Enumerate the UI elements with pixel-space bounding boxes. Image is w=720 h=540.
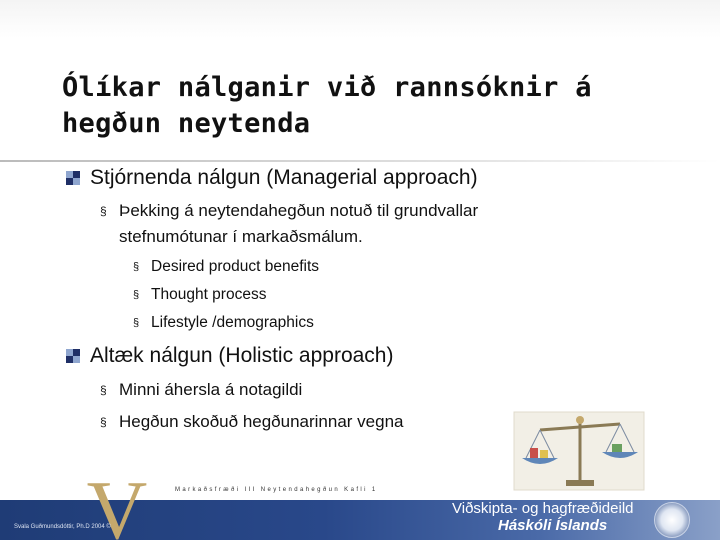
- checkered-square-icon: [66, 349, 80, 363]
- point-text: Minni áhersla á notagildi: [119, 380, 303, 399]
- checkered-square-icon: [66, 171, 80, 185]
- title-divider: [0, 160, 720, 162]
- footer-caption: Markaðsfræði III Neytendahegðun Kafli 1: [175, 487, 378, 493]
- bullet-marker: §: [100, 415, 107, 429]
- svg-text:V: V: [86, 476, 148, 540]
- bullet-marker: §: [100, 204, 107, 218]
- bullet-marker: §: [133, 289, 140, 301]
- bullet-marker: §: [133, 261, 140, 273]
- bullet-marker: §: [100, 383, 107, 397]
- bullet-marker: §: [133, 317, 140, 329]
- subpoint-text: Thought process: [151, 286, 267, 303]
- section-label: Altæk nálgun (Holistic approach): [90, 344, 394, 367]
- point-text: Hegðun skoðuð hegðunarinnar vegna: [119, 412, 404, 431]
- university-seal-icon: [654, 502, 690, 538]
- subpoint-text: Lifestyle /demographics: [151, 314, 314, 331]
- point-text: Þekking á neytendahegðun notuð til grundvallar stefnumótunar í markaðsmálum.: [119, 201, 479, 246]
- scales-of-justice-icon: [508, 408, 658, 498]
- subpoint-text: Desired product benefits: [151, 258, 320, 275]
- section-label: Stjórnenda nálgun (Managerial approach): [90, 166, 478, 189]
- department-name: Viðskipta- og hagfræðideild: [452, 500, 634, 517]
- top-band: [0, 0, 720, 38]
- university-name: Háskóli Íslands: [498, 517, 608, 534]
- logo-letter-v: [84, 476, 150, 540]
- slide-title: Ólíkar nálganir við rannsóknir á hegðun neytenda: [62, 72, 592, 139]
- author-credit: Svala Guðmundsdóttir, Ph.D 2004 ©: [14, 524, 111, 530]
